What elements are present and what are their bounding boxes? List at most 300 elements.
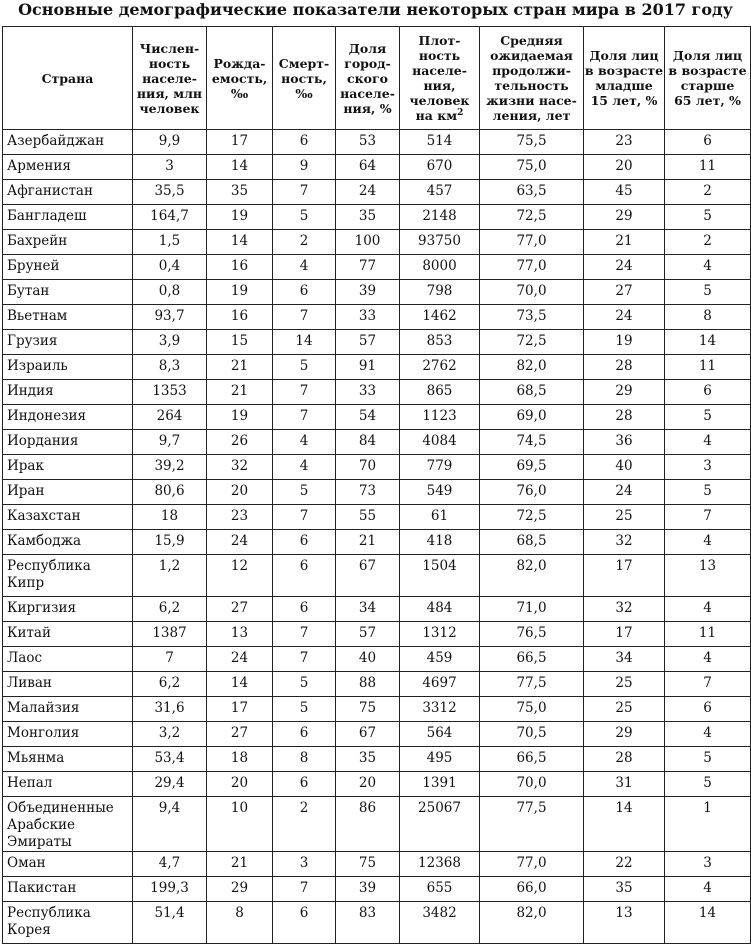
cell-population: 4,7 (133, 852, 207, 877)
header-life-expectancy-label: Средняя ожидаемая продолжи- тельность жизни насе- ления, лет (486, 33, 577, 123)
cell-birth-rate: 24 (207, 647, 273, 672)
cell-country: Ливан (3, 672, 133, 697)
cell-urban-share: 100 (336, 230, 400, 255)
cell-over-65-share: 5 (665, 480, 751, 505)
cell-death-rate: 5 (273, 205, 336, 230)
cell-over-65-share: 4 (665, 597, 751, 622)
cell-death-rate: 14 (273, 330, 336, 355)
cell-birth-rate: 27 (207, 597, 273, 622)
cell-death-rate: 7 (273, 305, 336, 330)
cell-population: 93,7 (133, 305, 207, 330)
cell-life-expectancy: 77,0 (480, 852, 584, 877)
cell-country: Израиль (3, 355, 133, 380)
header-over-65-share-label: Доля лиц в возрасте старше 65 лет, % (668, 48, 747, 108)
cell-density: 484 (400, 597, 480, 622)
cell-life-expectancy: 70,0 (480, 772, 584, 797)
cell-life-expectancy: 75,5 (480, 130, 584, 155)
cell-over-65-share: 3 (665, 455, 751, 480)
cell-under-15-share: 45 (584, 180, 665, 205)
table-row (3, 180, 751, 205)
cell-country: Лаос (3, 647, 133, 672)
cell-country: Индия (3, 380, 133, 405)
table-row (3, 902, 751, 944)
cell-over-65-share: 6 (665, 697, 751, 722)
cell-density: 779 (400, 455, 480, 480)
cell-death-rate: 2 (273, 230, 336, 255)
cell-country: Афганистан (3, 180, 133, 205)
cell-life-expectancy: 68,5 (480, 530, 584, 555)
cell-population: 15,9 (133, 530, 207, 555)
cell-country: Индонезия (3, 405, 133, 430)
cell-density: 853 (400, 330, 480, 355)
cell-country: Республика Кипр (3, 555, 133, 597)
cell-life-expectancy: 69,5 (480, 455, 584, 480)
cell-birth-rate: 24 (207, 530, 273, 555)
cell-life-expectancy: 63,5 (480, 180, 584, 205)
table-row (3, 672, 751, 697)
cell-life-expectancy: 76,0 (480, 480, 584, 505)
table-row (3, 455, 751, 480)
cell-urban-share: 70 (336, 455, 400, 480)
cell-death-rate: 5 (273, 697, 336, 722)
table-row (3, 555, 751, 597)
cell-density: 1312 (400, 622, 480, 647)
cell-life-expectancy: 74,5 (480, 430, 584, 455)
cell-population: 9,4 (133, 797, 207, 852)
cell-under-15-share: 31 (584, 772, 665, 797)
cell-country: Непал (3, 772, 133, 797)
cell-population: 9,9 (133, 130, 207, 155)
cell-density: 93750 (400, 230, 480, 255)
cell-urban-share: 77 (336, 255, 400, 280)
table-row (3, 622, 751, 647)
cell-life-expectancy: 71,0 (480, 597, 584, 622)
cell-urban-share: 75 (336, 697, 400, 722)
cell-life-expectancy: 72,5 (480, 505, 584, 530)
cell-life-expectancy: 66,0 (480, 877, 584, 902)
cell-under-15-share: 24 (584, 305, 665, 330)
table-row (3, 130, 751, 155)
cell-over-65-share: 5 (665, 772, 751, 797)
cell-density: 549 (400, 480, 480, 505)
cell-under-15-share: 25 (584, 672, 665, 697)
cell-country: Пакистан (3, 877, 133, 902)
cell-birth-rate: 8 (207, 902, 273, 944)
cell-population: 1,2 (133, 555, 207, 597)
cell-life-expectancy: 77,5 (480, 672, 584, 697)
cell-under-15-share: 17 (584, 555, 665, 597)
cell-under-15-share: 28 (584, 405, 665, 430)
cell-urban-share: 57 (336, 622, 400, 647)
table-row (3, 255, 751, 280)
table-row (3, 305, 751, 330)
cell-birth-rate: 19 (207, 280, 273, 305)
cell-death-rate: 7 (273, 647, 336, 672)
cell-birth-rate: 17 (207, 130, 273, 155)
table-row (3, 330, 751, 355)
cell-life-expectancy: 68,5 (480, 380, 584, 405)
cell-country: Китай (3, 622, 133, 647)
cell-country: Грузия (3, 330, 133, 355)
table-row (3, 355, 751, 380)
cell-life-expectancy: 76,5 (480, 622, 584, 647)
header-under-15-share-label: Доля лиц в возрасте младше 15 лет, % (584, 48, 664, 108)
cell-death-rate: 6 (273, 597, 336, 622)
cell-under-15-share: 14 (584, 797, 665, 852)
cell-over-65-share: 4 (665, 722, 751, 747)
cell-country: Бангладеш (3, 205, 133, 230)
cell-density: 8000 (400, 255, 480, 280)
cell-country: Бруней (3, 255, 133, 280)
cell-density: 61 (400, 505, 480, 530)
cell-life-expectancy: 70,0 (480, 280, 584, 305)
cell-country: Вьетнам (3, 305, 133, 330)
cell-urban-share: 33 (336, 305, 400, 330)
cell-death-rate: 6 (273, 772, 336, 797)
cell-density: 655 (400, 877, 480, 902)
cell-death-rate: 4 (273, 430, 336, 455)
table-row (3, 155, 751, 180)
cell-population: 80,6 (133, 480, 207, 505)
cell-under-15-share: 24 (584, 255, 665, 280)
cell-under-15-share: 29 (584, 380, 665, 405)
cell-country: Казахстан (3, 505, 133, 530)
cell-population: 3,2 (133, 722, 207, 747)
cell-urban-share: 67 (336, 555, 400, 597)
header-over-65-share (665, 27, 751, 130)
cell-over-65-share: 5 (665, 747, 751, 772)
cell-birth-rate: 18 (207, 747, 273, 772)
cell-birth-rate: 29 (207, 877, 273, 902)
cell-density: 2148 (400, 205, 480, 230)
cell-density: 459 (400, 647, 480, 672)
cell-birth-rate: 12 (207, 555, 273, 597)
cell-over-65-share: 6 (665, 130, 751, 155)
cell-life-expectancy: 73,5 (480, 305, 584, 330)
header-country: Страна (3, 27, 133, 130)
cell-urban-share: 91 (336, 355, 400, 380)
cell-under-15-share: 28 (584, 355, 665, 380)
header-urban-share-label: Доля город- ского населе- ния, % (340, 40, 395, 116)
cell-over-65-share: 14 (665, 330, 751, 355)
cell-urban-share: 86 (336, 797, 400, 852)
page-title: Основные демографические показатели некоторых стран мира в 2017 году (18, 0, 733, 19)
cell-death-rate: 5 (273, 672, 336, 697)
cell-country: Камбоджа (3, 530, 133, 555)
cell-density: 495 (400, 747, 480, 772)
cell-over-65-share: 2 (665, 230, 751, 255)
cell-density: 457 (400, 180, 480, 205)
cell-death-rate: 6 (273, 280, 336, 305)
cell-under-15-share: 20 (584, 155, 665, 180)
cell-over-65-share: 4 (665, 877, 751, 902)
cell-urban-share: 83 (336, 902, 400, 944)
cell-density: 514 (400, 130, 480, 155)
cell-population: 53,4 (133, 747, 207, 772)
table-row (3, 505, 751, 530)
cell-urban-share: 39 (336, 280, 400, 305)
cell-country: Иордания (3, 430, 133, 455)
cell-death-rate: 7 (273, 380, 336, 405)
cell-life-expectancy: 75,0 (480, 155, 584, 180)
cell-urban-share: 34 (336, 597, 400, 622)
cell-birth-rate: 13 (207, 622, 273, 647)
table-row (3, 405, 751, 430)
cell-birth-rate: 21 (207, 852, 273, 877)
cell-density: 4084 (400, 430, 480, 455)
cell-death-rate: 5 (273, 355, 336, 380)
table-row (3, 877, 751, 902)
cell-population: 51,4 (133, 902, 207, 944)
cell-death-rate: 6 (273, 722, 336, 747)
table-row (3, 772, 751, 797)
table-row (3, 480, 751, 505)
cell-urban-share: 40 (336, 647, 400, 672)
header-population-label: Числен- ность населе- ния, млн человек (136, 40, 203, 116)
cell-under-15-share: 17 (584, 622, 665, 647)
table-header-row (3, 27, 751, 130)
cell-over-65-share: 5 (665, 205, 751, 230)
cell-urban-share: 84 (336, 430, 400, 455)
cell-population: 0,8 (133, 280, 207, 305)
cell-under-15-share: 34 (584, 647, 665, 672)
cell-death-rate: 4 (273, 255, 336, 280)
cell-population: 1387 (133, 622, 207, 647)
cell-life-expectancy: 70,5 (480, 722, 584, 747)
cell-over-65-share: 11 (665, 155, 751, 180)
cell-life-expectancy: 72,5 (480, 330, 584, 355)
cell-under-15-share: 27 (584, 280, 665, 305)
cell-birth-rate: 20 (207, 480, 273, 505)
cell-death-rate: 3 (273, 852, 336, 877)
cell-population: 29,4 (133, 772, 207, 797)
cell-density: 3482 (400, 902, 480, 944)
cell-population: 39,2 (133, 455, 207, 480)
cell-death-rate: 6 (273, 555, 336, 597)
cell-life-expectancy: 77,5 (480, 797, 584, 852)
cell-life-expectancy: 69,0 (480, 405, 584, 430)
cell-birth-rate: 16 (207, 255, 273, 280)
table-row (3, 852, 751, 877)
cell-population: 6,2 (133, 672, 207, 697)
cell-birth-rate: 10 (207, 797, 273, 852)
cell-urban-share: 88 (336, 672, 400, 697)
cell-birth-rate: 27 (207, 722, 273, 747)
cell-density: 4697 (400, 672, 480, 697)
cell-urban-share: 57 (336, 330, 400, 355)
cell-density: 3312 (400, 697, 480, 722)
cell-under-15-share: 40 (584, 455, 665, 480)
header-birth-rate (207, 27, 273, 130)
cell-death-rate: 7 (273, 180, 336, 205)
cell-birth-rate: 14 (207, 230, 273, 255)
cell-population: 1353 (133, 380, 207, 405)
cell-birth-rate: 14 (207, 155, 273, 180)
cell-over-65-share: 4 (665, 430, 751, 455)
cell-over-65-share: 4 (665, 255, 751, 280)
cell-urban-share: 24 (336, 180, 400, 205)
cell-birth-rate: 14 (207, 672, 273, 697)
header-life-expectancy (480, 27, 584, 130)
header-density (400, 27, 480, 130)
table-row (3, 530, 751, 555)
cell-birth-rate: 21 (207, 355, 273, 380)
cell-birth-rate: 23 (207, 505, 273, 530)
cell-death-rate: 6 (273, 530, 336, 555)
cell-under-15-share: 23 (584, 130, 665, 155)
cell-country: Монголия (3, 722, 133, 747)
table-row (3, 647, 751, 672)
cell-urban-share: 73 (336, 480, 400, 505)
cell-over-65-share: 11 (665, 355, 751, 380)
cell-urban-share: 64 (336, 155, 400, 180)
cell-density: 798 (400, 280, 480, 305)
cell-under-15-share: 32 (584, 597, 665, 622)
cell-urban-share: 55 (336, 505, 400, 530)
cell-over-65-share: 14 (665, 902, 751, 944)
cell-country: Армения (3, 155, 133, 180)
cell-country: Иран (3, 480, 133, 505)
table-body (3, 130, 751, 944)
cell-birth-rate: 21 (207, 380, 273, 405)
cell-birth-rate: 20 (207, 772, 273, 797)
cell-country: Республика Корея (3, 902, 133, 944)
cell-country: Бахрейн (3, 230, 133, 255)
cell-under-15-share: 35 (584, 877, 665, 902)
table-row (3, 797, 751, 852)
cell-birth-rate: 26 (207, 430, 273, 455)
cell-population: 35,5 (133, 180, 207, 205)
cell-population: 0,4 (133, 255, 207, 280)
cell-under-15-share: 28 (584, 747, 665, 772)
cell-under-15-share: 29 (584, 722, 665, 747)
cell-population: 199,3 (133, 877, 207, 902)
header-urban-share (336, 27, 400, 130)
cell-under-15-share: 25 (584, 505, 665, 530)
cell-over-65-share: 4 (665, 530, 751, 555)
demographics-table (2, 26, 751, 944)
cell-population: 1,5 (133, 230, 207, 255)
cell-density: 1504 (400, 555, 480, 597)
cell-death-rate: 7 (273, 622, 336, 647)
cell-density: 865 (400, 380, 480, 405)
cell-over-65-share: 7 (665, 505, 751, 530)
cell-death-rate: 2 (273, 797, 336, 852)
cell-death-rate: 9 (273, 155, 336, 180)
cell-urban-share: 54 (336, 405, 400, 430)
cell-urban-share: 21 (336, 530, 400, 555)
cell-death-rate: 7 (273, 505, 336, 530)
cell-country: Ирак (3, 455, 133, 480)
table-row (3, 280, 751, 305)
cell-urban-share: 75 (336, 852, 400, 877)
cell-under-15-share: 22 (584, 852, 665, 877)
cell-life-expectancy: 75,0 (480, 697, 584, 722)
cell-under-15-share: 25 (584, 697, 665, 722)
cell-under-15-share: 36 (584, 430, 665, 455)
cell-density: 1123 (400, 405, 480, 430)
cell-life-expectancy: 82,0 (480, 902, 584, 944)
cell-over-65-share: 1 (665, 797, 751, 852)
cell-birth-rate: 15 (207, 330, 273, 355)
header-density-superscript: 2 (457, 107, 464, 118)
cell-life-expectancy: 66,5 (480, 647, 584, 672)
cell-under-15-share: 19 (584, 330, 665, 355)
header-density-label: Плот- ность населе- ния, человек на км (409, 33, 470, 123)
cell-density: 2762 (400, 355, 480, 380)
cell-life-expectancy: 82,0 (480, 355, 584, 380)
header-birth-rate-label: Рожда- емость, ‰ (211, 55, 268, 101)
cell-density: 25067 (400, 797, 480, 852)
header-death-rate (273, 27, 336, 130)
table-row (3, 430, 751, 455)
cell-under-15-share: 21 (584, 230, 665, 255)
cell-population: 3 (133, 155, 207, 180)
cell-population: 3,9 (133, 330, 207, 355)
cell-population: 18 (133, 505, 207, 530)
cell-density: 564 (400, 722, 480, 747)
cell-urban-share: 39 (336, 877, 400, 902)
cell-over-65-share: 7 (665, 672, 751, 697)
cell-population: 6,2 (133, 597, 207, 622)
cell-under-15-share: 24 (584, 480, 665, 505)
cell-over-65-share: 3 (665, 852, 751, 877)
cell-urban-share: 67 (336, 722, 400, 747)
cell-over-65-share: 11 (665, 622, 751, 647)
cell-death-rate: 7 (273, 877, 336, 902)
cell-urban-share: 33 (336, 380, 400, 405)
table-row (3, 747, 751, 772)
table-row (3, 380, 751, 405)
cell-death-rate: 8 (273, 747, 336, 772)
cell-over-65-share: 2 (665, 180, 751, 205)
cell-population: 7 (133, 647, 207, 672)
cell-death-rate: 6 (273, 902, 336, 944)
cell-density: 418 (400, 530, 480, 555)
header-population (133, 27, 207, 130)
cell-life-expectancy: 72,5 (480, 205, 584, 230)
cell-population: 264 (133, 405, 207, 430)
cell-over-65-share: 13 (665, 555, 751, 597)
cell-birth-rate: 35 (207, 180, 273, 205)
cell-country: Оман (3, 852, 133, 877)
cell-under-15-share: 29 (584, 205, 665, 230)
cell-under-15-share: 32 (584, 530, 665, 555)
cell-life-expectancy: 66,5 (480, 747, 584, 772)
header-death-rate-label: Смерт- ность, ‰ (278, 55, 330, 101)
cell-death-rate: 6 (273, 130, 336, 155)
cell-population: 31,6 (133, 697, 207, 722)
cell-country: Мьянма (3, 747, 133, 772)
cell-life-expectancy: 77,0 (480, 230, 584, 255)
cell-density: 1462 (400, 305, 480, 330)
cell-birth-rate: 16 (207, 305, 273, 330)
cell-under-15-share: 13 (584, 902, 665, 944)
table-row (3, 230, 751, 255)
table-row (3, 597, 751, 622)
cell-urban-share: 20 (336, 772, 400, 797)
cell-birth-rate: 19 (207, 205, 273, 230)
cell-over-65-share: 6 (665, 380, 751, 405)
cell-birth-rate: 32 (207, 455, 273, 480)
cell-urban-share: 35 (336, 205, 400, 230)
cell-urban-share: 35 (336, 747, 400, 772)
cell-over-65-share: 8 (665, 305, 751, 330)
cell-life-expectancy: 77,0 (480, 255, 584, 280)
cell-country: Малайзия (3, 697, 133, 722)
cell-population: 8,3 (133, 355, 207, 380)
cell-density: 12368 (400, 852, 480, 877)
